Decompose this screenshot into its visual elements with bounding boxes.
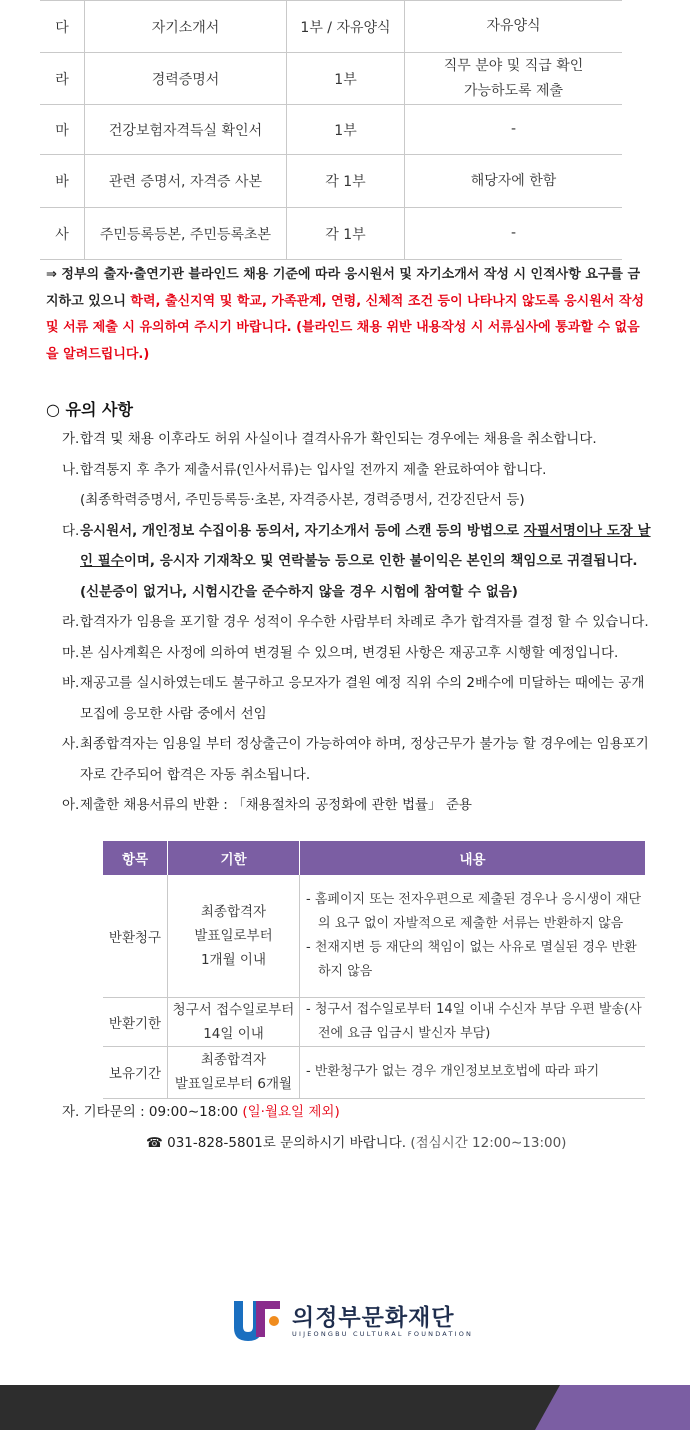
notes-list (62, 424, 652, 821)
document-return-table (103, 841, 645, 1099)
doc-qty: 1부 (287, 53, 405, 105)
content-line: - 천재지변 등 재단의 책임이 없는 사유로 멸실된 경우 반환하지 않음 (306, 939, 637, 979)
table-row (40, 155, 622, 208)
table-row (40, 105, 622, 155)
table-row (40, 1, 622, 53)
doc-note-line: 가능하도록 제출 (463, 82, 564, 99)
return-period (168, 875, 300, 997)
header-item: 항목 (103, 841, 168, 875)
period-line: 14일 이내 (203, 1025, 264, 1042)
item-marker: 마. (62, 644, 80, 661)
return-item: 반환청구 (103, 875, 168, 997)
list-item (62, 638, 652, 669)
notice-text: ⇒ 정부의 출자·출연기관 블라인드 채용 기준에 따라 응시원서 및 자기소개서 작성 시 인적사항 요구를 금지하고 있으니 (46, 267, 641, 309)
content-line: - 홈페이지 또는 전자우편으로 제출된 경우나 응시생이 재단의 요구 없이 자발적으로 제출한 서류는 반환하지 않음 (306, 891, 642, 931)
blind-hiring-notice (46, 262, 644, 368)
return-period (168, 1046, 300, 1098)
period-line: 청구서 접수일로부터 (172, 1001, 295, 1018)
doc-qty: 1부 (287, 105, 405, 155)
documents-table (40, 0, 622, 260)
contact-closed-days: (일·월요일 제외) (242, 1104, 340, 1120)
item-text-underline: 자필서명이나 도장 날인 필수 (80, 522, 651, 569)
period-line: 발표일로부터 6개월 (174, 1076, 293, 1092)
return-item: 보유기간 (103, 1046, 168, 1098)
doc-note (405, 208, 623, 260)
doc-qty: 각 1부 (287, 155, 405, 208)
doc-name: 관련 증명서, 자격증 사본 (85, 155, 287, 208)
return-content (300, 1046, 646, 1098)
table-row (103, 875, 645, 997)
doc-no: 라 (40, 53, 85, 105)
item-text: 합격 및 채용 이후라도 허위 사실이나 결격사유가 확인되는 경우에는 채용을 취소합니다. (80, 431, 597, 447)
doc-note (405, 155, 623, 208)
contact-hours: 기타문의 : 09:00∼18:00 (83, 1104, 243, 1120)
section-title: ○ 유의 사항 (46, 400, 133, 419)
doc-name: 주민등록등본, 주민등록초본 (85, 208, 287, 260)
doc-qty: 각 1부 (287, 208, 405, 260)
return-item: 반환기한 (103, 997, 168, 1046)
phone-icon: ☎ (146, 1135, 163, 1151)
item-text: 합격자가 임용을 포기할 경우 성적이 우수한 사람부터 차례로 추가 합격자를 결정 할 수 있습니다. (80, 614, 649, 630)
doc-note (405, 105, 623, 155)
content-line: - 청구서 접수일로부터 14일 이내 수신자 부담 우편 발송(사전에 요금 입금시 발신자 부담) (306, 1001, 642, 1041)
doc-no: 사 (40, 208, 85, 260)
doc-name: 경력증명서 (85, 53, 287, 105)
notice-warning: 학력, 출신지역 및 학교, 가족관계, 연령, 신체적 조건 등이 나타나지 않도록 응시원서 작성 및 서류 제출 시 유의하여 주시기 바랍니다. (블라인드 채용 위반 내용작성 시 서류심사에 통과할 수 없음을 알려드립니다.) (46, 293, 645, 362)
item-marker: 아. (62, 797, 80, 813)
table-header-row (103, 841, 645, 875)
item-text-bold: 이며, 응시자 기재착오 및 연락불능 등으로 인한 불이익은 본인의 책임으로 귀결됩니다. (신분증이 없거나, 시험시간을 준수하지 않을 경우 시험에 참여할 수 없음) (80, 553, 638, 600)
phone-text: 031-828-5801로 문의하시기 바랍니다. (162, 1135, 411, 1151)
item-text: 최종합격자는 임용일 부터 정상출근이 가능하여야 하며, 정상근무가 불가능 할 경우에는 임용포기자로 간주되어 합격은 자동 취소됩니다. (80, 736, 649, 783)
doc-note-line: 직무 분야 및 직급 확인 (443, 57, 584, 74)
item-text: 재공고를 실시하였는데도 불구하고 응모자가 결원 예정 직위 수의 2배수에 미달하는 때에는 공개모집에 응모한 사람 중에서 선임 (80, 675, 645, 722)
item-marker: 자. (62, 1104, 80, 1120)
footer-accent-shape (0, 1385, 690, 1430)
header-content: 내용 (300, 841, 646, 875)
phone-info (146, 1131, 566, 1151)
item-marker: 다. (62, 522, 80, 539)
item-marker: 나. (62, 461, 80, 478)
table-row (40, 208, 622, 260)
doc-no: 마 (40, 105, 85, 155)
doc-no: 다 (40, 1, 85, 53)
lunch-hours: (점심시간 12:00∼13:00) (410, 1135, 567, 1151)
header-period: 기한 (168, 841, 300, 875)
contact-info (62, 1100, 340, 1120)
item-text-bold: 응시원서, 개인정보 수집이용 동의서, 자기소개서 등에 스캔 등의 방법으로 (80, 522, 524, 539)
doc-qty: 1부 / 자유양식 (287, 1, 405, 53)
return-period (168, 997, 300, 1046)
item-text: 본 심사계획은 사정에 의하여 변경될 수 있으며, 변경된 사항은 재공고후 시행할 예정입니다. (80, 644, 619, 661)
doc-note (405, 1, 623, 53)
table-row (40, 53, 622, 105)
item-marker: 사. (62, 736, 80, 752)
list-item (62, 607, 652, 638)
logo-subtitle: UIJEONGBU CULTURAL FOUNDATION (292, 1330, 474, 1338)
logo-name: 의정부문화재단 (292, 1305, 455, 1331)
period-line: 발표일로부터 (194, 927, 273, 944)
period-line: 최종합격자 (200, 1052, 267, 1068)
period-line: 최종합격자 (200, 903, 267, 920)
doc-name: 건강보험자격득실 확인서 (85, 105, 287, 155)
return-content (300, 997, 646, 1046)
foundation-logo (234, 1301, 474, 1341)
list-item (62, 668, 652, 729)
return-content (300, 875, 646, 997)
list-item (62, 424, 652, 455)
footer-bar (0, 1385, 690, 1430)
item-text: 제출한 채용서류의 반환 : 「채용절차의 공정화에 관한 법률」 준용 (80, 797, 472, 813)
doc-note-line: 자유양식 (486, 18, 541, 34)
table-row (103, 997, 645, 1046)
item-marker: 라. (62, 614, 80, 630)
item-marker: 가. (62, 431, 80, 447)
list-item (62, 455, 652, 516)
content-line: - 반환청구가 없는 경우 개인정보보호법에 따라 파기 (306, 1064, 600, 1079)
doc-note-line: - (510, 225, 517, 241)
item-marker: 바. (62, 675, 80, 691)
doc-name: 자기소개서 (85, 1, 287, 53)
list-item (62, 729, 652, 790)
item-subtext: (최종학력증명서, 주민등록등·초본, 자격증사본, 경력증명서, 건강진단서 등) (80, 492, 525, 508)
list-item (62, 516, 652, 608)
doc-no: 바 (40, 155, 85, 208)
doc-note (405, 53, 623, 105)
table-row (103, 1046, 645, 1098)
doc-note-line: - (510, 121, 517, 137)
uf-logo-icon (234, 1301, 282, 1341)
item-text: 합격통지 후 추가 제출서류(인사서류)는 입사일 전까지 제출 완료하여야 합니다. (80, 461, 547, 478)
period-line: 1개월 이내 (200, 951, 267, 968)
doc-note-line: 해당자에 한함 (470, 172, 557, 189)
list-item (62, 790, 652, 821)
